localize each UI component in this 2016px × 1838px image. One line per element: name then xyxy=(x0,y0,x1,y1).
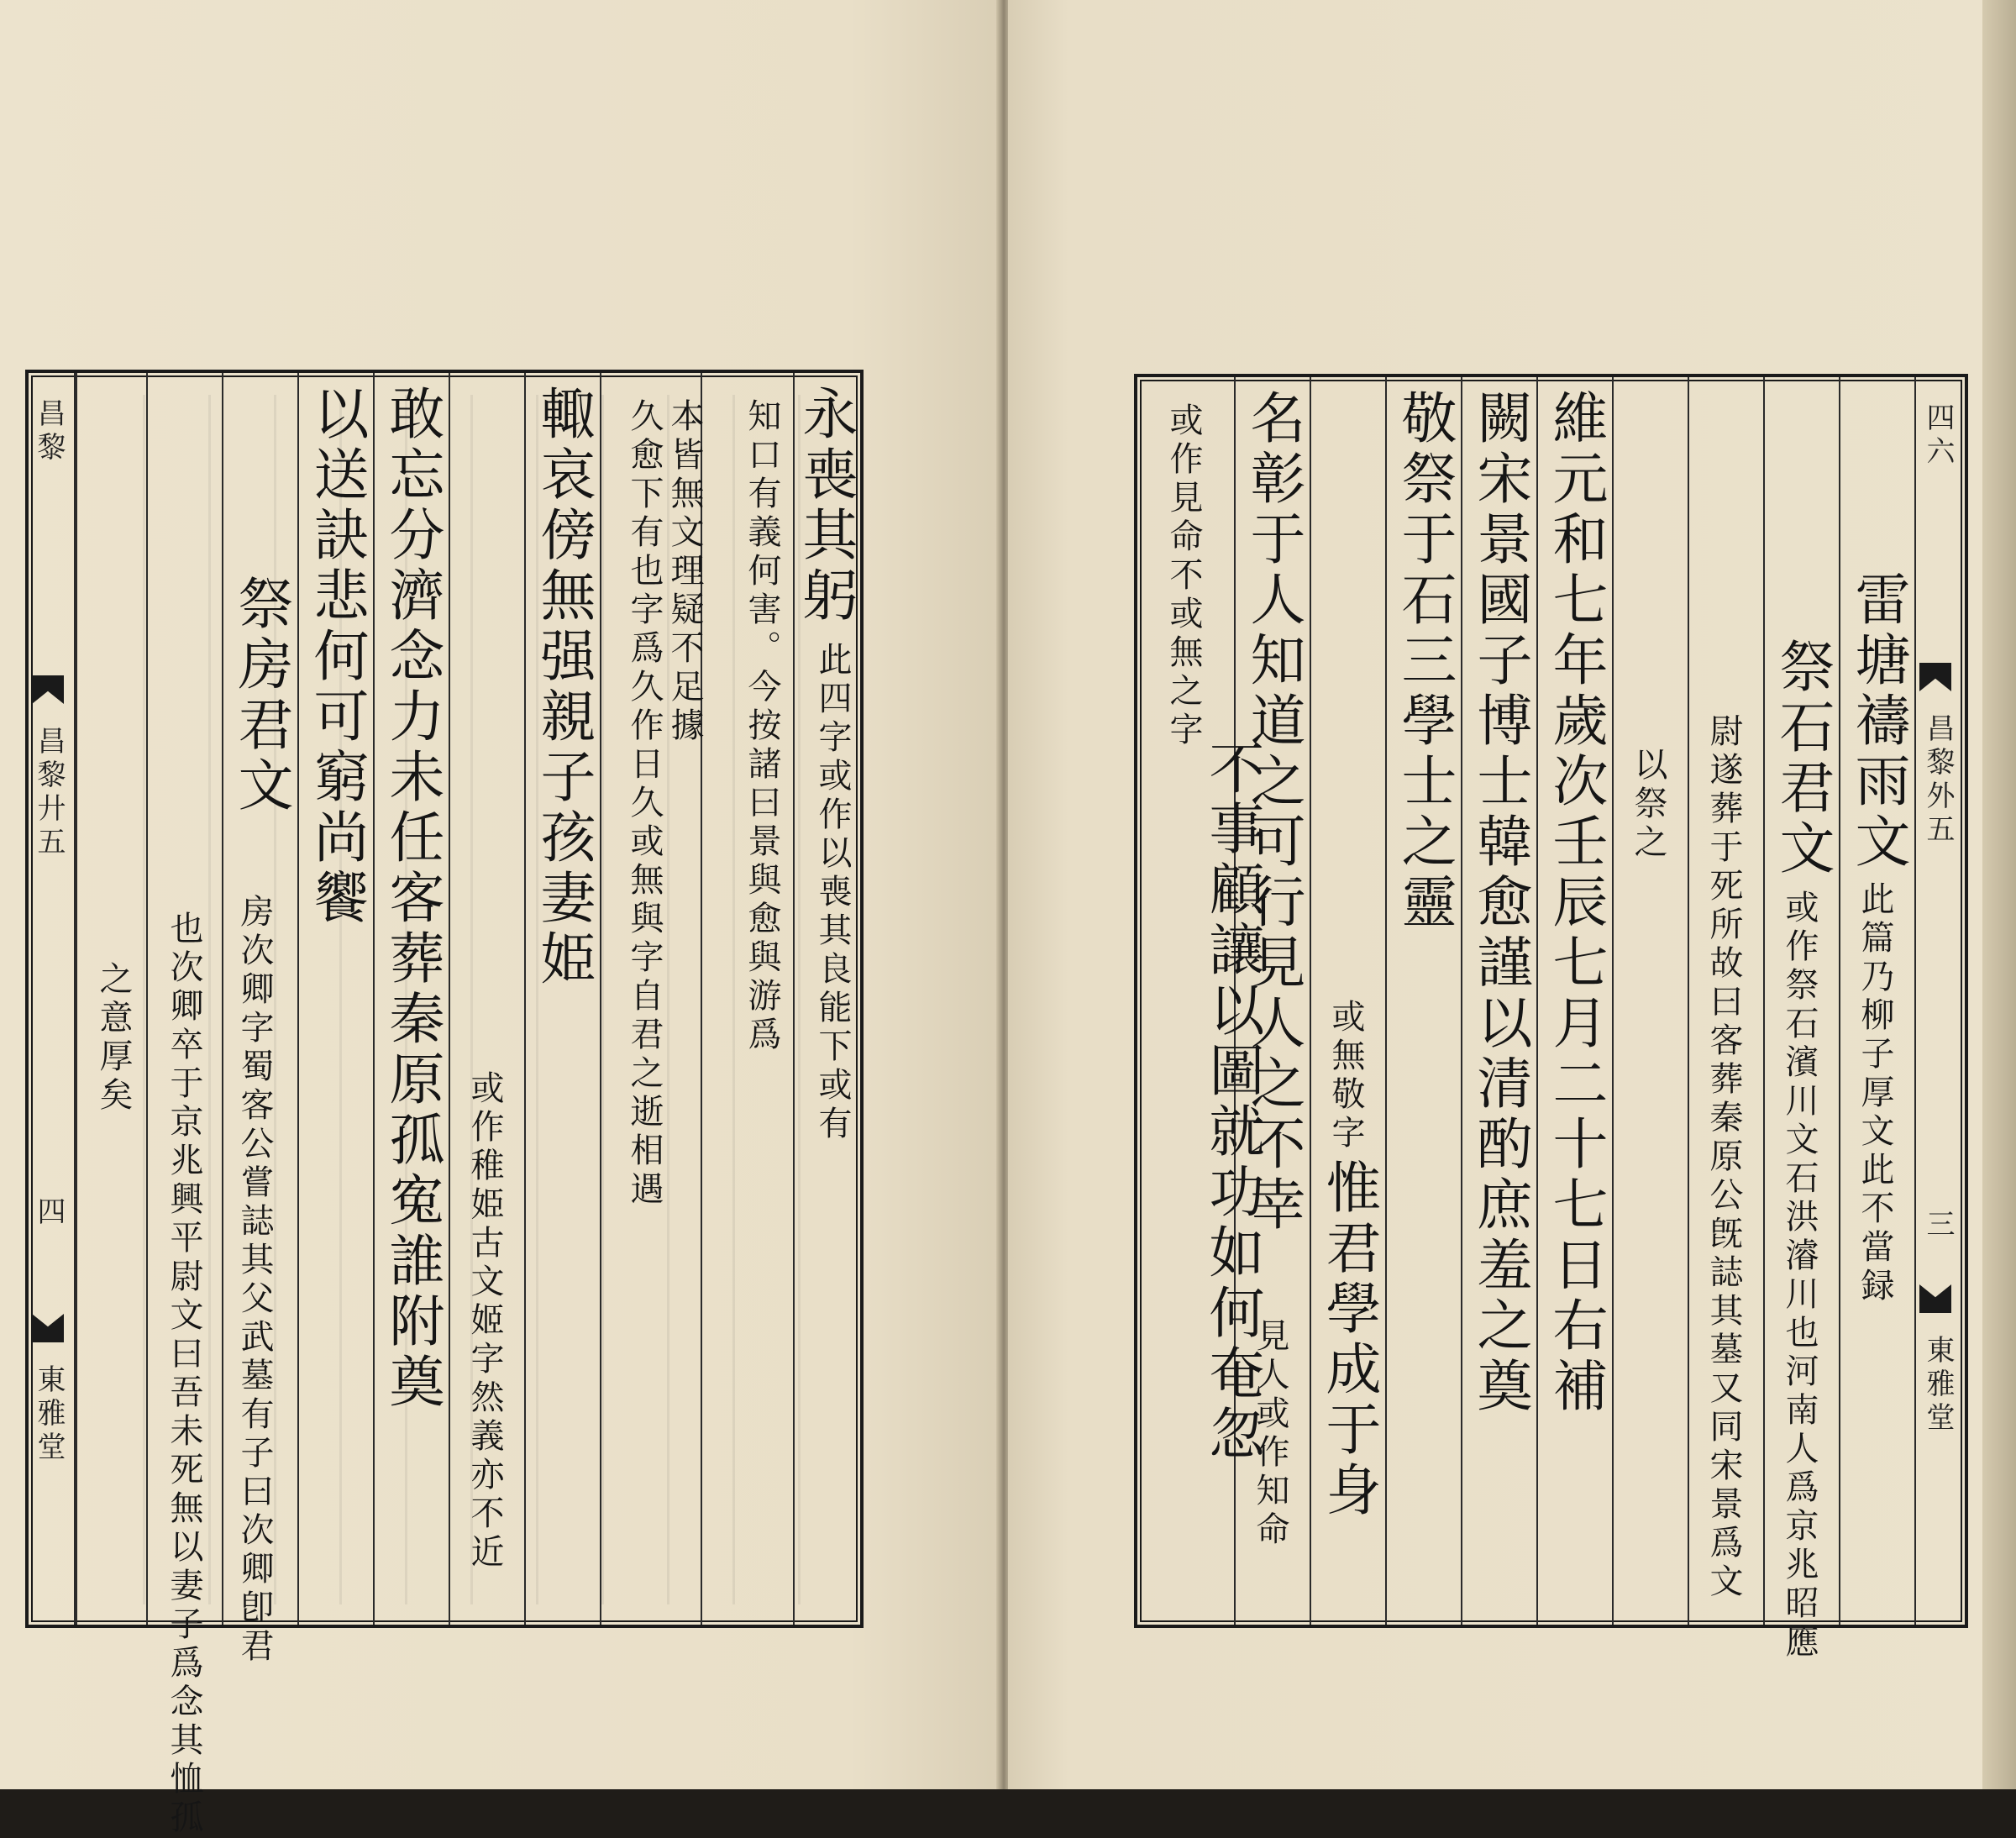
col-1-title: 雷塘禱雨文 xyxy=(1845,570,1910,873)
col-4 xyxy=(1612,377,1688,1625)
col-5-main: 輙哀傍無强親子孩妻姫 xyxy=(531,385,596,990)
col-8-note: 或無敬字 xyxy=(1326,999,1365,1153)
page-edge xyxy=(1982,0,2016,1789)
col-2-note: 或作祭石濱川文石洪濬川也河南人爲京兆昭應 xyxy=(1780,890,1819,1662)
col-3-note: 本皆無文理疑不足據 xyxy=(665,398,704,746)
banxin-page-number: 四 xyxy=(32,1196,66,1230)
col-4-note: 以祭之 xyxy=(1629,747,1667,863)
col-7 xyxy=(373,373,449,1625)
col-1-note: 此四字或作以喪其良能下或有 xyxy=(813,642,852,1144)
banxin-publisher: 東雅堂 xyxy=(1921,1335,1955,1436)
right-col-10-main: 不事顧讓以圖就功如何奄忽 xyxy=(1200,739,1264,1465)
col-11-note: 之意厚矣 xyxy=(94,961,133,1116)
col-9-main: 祭房君文 xyxy=(228,575,293,817)
col-6-note: 或作稚姫古文姬字然義亦不近 xyxy=(465,1070,504,1573)
col-2 xyxy=(701,373,793,1625)
left-page xyxy=(0,0,1000,1838)
fish-tail-mark-top xyxy=(1919,663,1951,691)
banxin-top-label: 昌黎 xyxy=(32,398,66,465)
fish-tail-mark-bottom xyxy=(1919,1284,1951,1313)
banxin-volume-label: 昌黎外五 xyxy=(1921,713,1955,848)
col-3 xyxy=(1688,377,1763,1625)
col-1 xyxy=(793,373,858,1625)
fish-tail-mark-top xyxy=(32,675,64,704)
banxin-page-number: 三 xyxy=(1921,1209,1955,1242)
col-9-main: 名彰于人知道之可行見人之不幸 xyxy=(1241,389,1305,1236)
banxin-publisher: 東雅堂 xyxy=(32,1364,66,1465)
col-4-note: 久愈下有也字爲久作日久或無與字自君之逝相遇 xyxy=(625,398,664,1210)
col-1-main: 永喪其躬 xyxy=(793,385,858,627)
col-6 xyxy=(1461,377,1536,1625)
col-9-note: 見人或作知命 xyxy=(1251,1318,1289,1550)
col-1 xyxy=(1839,377,1914,1625)
banxin-volume-label: 昌黎廾五 xyxy=(32,726,66,860)
col-4 xyxy=(600,373,675,1625)
col-1-note: 此篇乃柳子厚文此不當録 xyxy=(1856,881,1894,1306)
col-7-main: 敢忘分濟念力未任客葬秦原孤寃誰附奠 xyxy=(380,385,444,1413)
col-8-main: 惟君學成于身 xyxy=(1316,1158,1381,1521)
col-7-main: 敬祭于石三學士之靈 xyxy=(1392,389,1457,933)
right-banxin xyxy=(1914,377,1963,1625)
fish-tail-mark-bottom xyxy=(32,1314,64,1342)
col-8 xyxy=(297,373,373,1625)
col-2-title: 祭石君文 xyxy=(1770,638,1835,880)
col-5-main: 維元和七年歲次壬辰七月二十七日右補 xyxy=(1543,389,1608,1417)
col-2-note: 知口有義何害。今按諸曰景與愈與游爲 xyxy=(743,398,781,1055)
col-11 xyxy=(76,373,146,1625)
col-7 xyxy=(1385,377,1461,1625)
col-5 xyxy=(1536,377,1612,1625)
col-8 xyxy=(1310,377,1385,1625)
col-2 xyxy=(1763,377,1839,1662)
col-6 xyxy=(449,373,524,1625)
col-3 xyxy=(665,373,704,1625)
left-page-frame xyxy=(25,370,864,1838)
col-10 xyxy=(146,373,222,1838)
col-5 xyxy=(524,373,600,1625)
col-3-note: 尉遂葬于死所故曰客葬秦原公旣誌其墓又同宋景爲文 xyxy=(1704,713,1743,1602)
left-banxin xyxy=(29,373,76,1625)
col-10-note: 或作見命不或無之字 xyxy=(1164,402,1203,750)
banxin-top-label: 四六 xyxy=(1921,402,1955,470)
col-9 xyxy=(222,373,297,1667)
col-10-note: 也次卿卒于京兆興平尉文曰吾未死無以妻子爲念其恤孤 xyxy=(165,911,203,1838)
col-6-main: 闕宋景國子博士韓愈謹以清酌庶羞之奠 xyxy=(1467,389,1532,1417)
col-9-note: 房次卿字蜀客公嘗誌其父武墓有子曰次卿卽君 xyxy=(235,894,274,1667)
col-8-main: 以送訣悲何可窮尚饗 xyxy=(304,385,369,929)
